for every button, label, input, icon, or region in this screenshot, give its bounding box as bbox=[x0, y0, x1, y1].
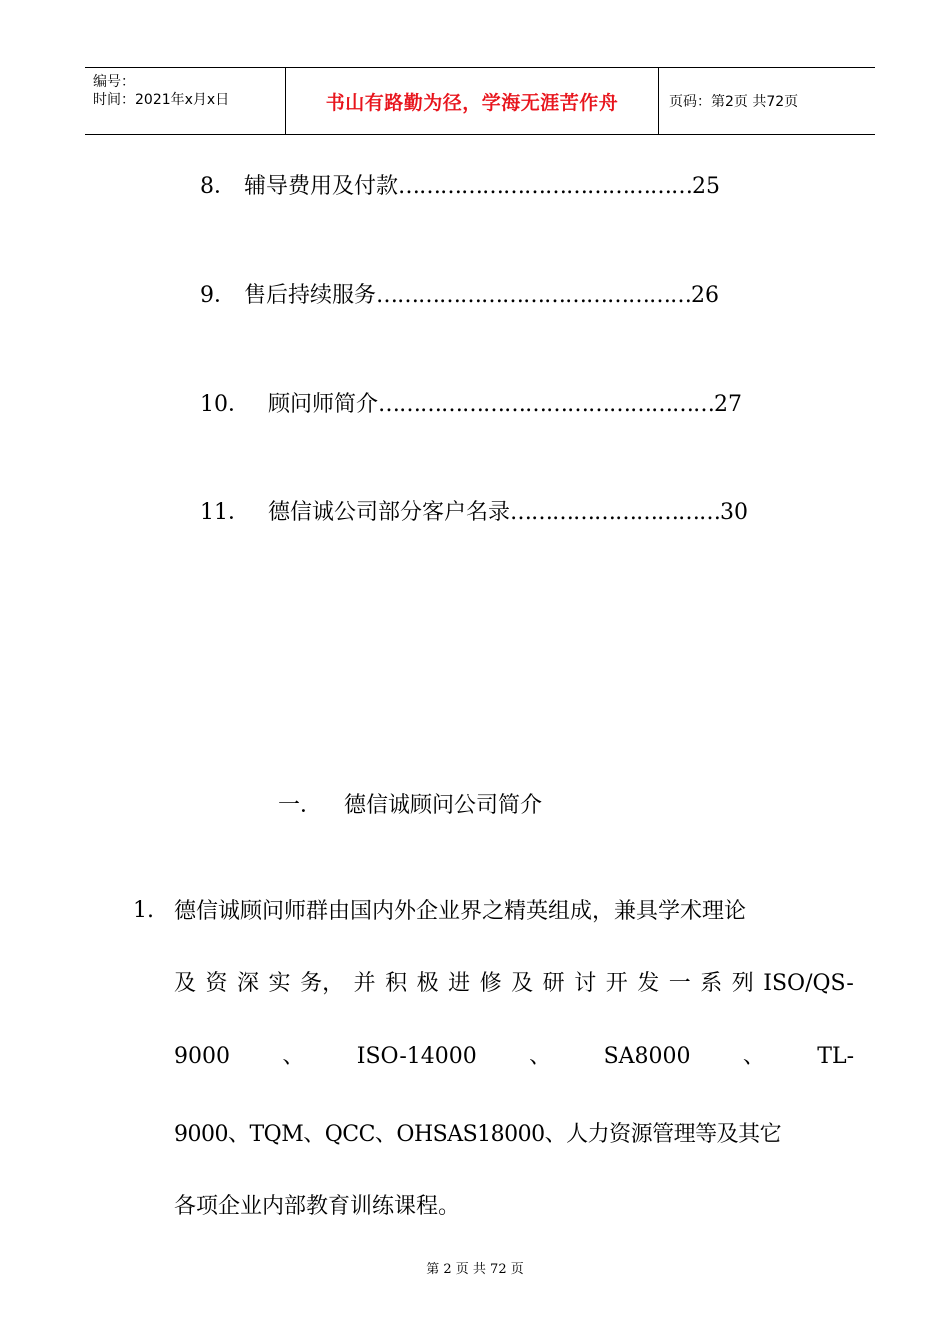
toc-item-leader: ………………………………………… bbox=[378, 392, 715, 417]
word: 讨 bbox=[574, 971, 597, 996]
time-label: 时间：2021年x月x日 bbox=[93, 92, 230, 108]
paragraph-number: 1. bbox=[133, 898, 154, 923]
paragraph-line-4: 9000、TQM、QCC、OHSAS18000、人力资源管理等及其它 bbox=[174, 1122, 782, 1147]
toc-item-leader: ………………………… bbox=[510, 500, 721, 525]
toc-item-leader: ……………………………………… bbox=[376, 283, 692, 308]
word: 、 bbox=[282, 1044, 305, 1069]
toc-item-title: 德信诚公司部分客户名录 bbox=[268, 500, 511, 525]
word: 及 bbox=[511, 971, 534, 996]
toc-item-number: 9． bbox=[200, 283, 236, 308]
word: 积 bbox=[385, 971, 408, 996]
paragraph-line-2 bbox=[174, 970, 854, 998]
word: 及 bbox=[174, 971, 197, 996]
word: 务， bbox=[300, 971, 345, 996]
word: 修 bbox=[479, 971, 502, 996]
section-heading bbox=[278, 788, 542, 819]
toc-item[interactable] bbox=[200, 282, 719, 310]
toc-item-leader: …………………………………… bbox=[398, 174, 693, 199]
page-footer: 第 2 页 共 72 页 bbox=[426, 1262, 524, 1277]
word: ISO-14000 bbox=[356, 1044, 477, 1069]
word: 实 bbox=[268, 971, 291, 996]
word: 深 bbox=[237, 971, 260, 996]
toc-item-title: 售后持续服务 bbox=[244, 283, 377, 308]
word: 极 bbox=[416, 971, 439, 996]
section-title: 德信诚顾问公司简介 bbox=[344, 793, 543, 818]
toc-item[interactable] bbox=[200, 391, 742, 419]
word: SA8000 bbox=[603, 1044, 691, 1069]
page-header bbox=[85, 67, 875, 135]
toc-item-page: 26 bbox=[691, 283, 720, 308]
header-meta bbox=[85, 68, 286, 134]
word: 开 bbox=[605, 971, 628, 996]
toc-item-number: 8． bbox=[200, 174, 236, 199]
word: 并 bbox=[353, 971, 376, 996]
toc-item-page: 27 bbox=[714, 392, 743, 417]
header-page-info: 页码：第2页 共72页 bbox=[669, 94, 799, 110]
paragraph-line-3 bbox=[174, 1043, 854, 1071]
toc-item-page: 30 bbox=[720, 500, 749, 525]
word: 发 bbox=[637, 971, 660, 996]
word: ISO/QS- bbox=[763, 971, 854, 996]
word: TL- bbox=[817, 1044, 854, 1069]
paragraph-line-5: 各项企业内部教育训练课程。 bbox=[174, 1194, 461, 1219]
number-label: 编号： bbox=[93, 74, 135, 90]
word: 9000 bbox=[174, 1044, 230, 1069]
word: 列 bbox=[731, 971, 754, 996]
paragraph-line-1: 德信诚顾问师群由国内外企业界之精英组成，兼具学术理论 bbox=[174, 899, 747, 924]
toc-item-title: 辅导费用及付款 bbox=[244, 174, 399, 199]
header-motto: 书山有路勤为径，学海无涯苦作舟 bbox=[286, 68, 659, 134]
word: 、 bbox=[742, 1044, 765, 1069]
section-number: 一． bbox=[278, 793, 323, 818]
toc-item-number: 10． bbox=[200, 392, 250, 417]
toc-item[interactable] bbox=[200, 173, 720, 201]
word: 资 bbox=[205, 971, 228, 996]
toc-item-number: 11． bbox=[200, 500, 250, 525]
toc-item-title: 顾问师简介 bbox=[268, 392, 379, 417]
word: 一 bbox=[668, 971, 691, 996]
word: 进 bbox=[448, 971, 471, 996]
toc-item-page: 25 bbox=[692, 174, 721, 199]
toc-item[interactable] bbox=[200, 499, 748, 527]
word: 、 bbox=[529, 1044, 552, 1069]
word: 研 bbox=[542, 971, 565, 996]
word: 系 bbox=[700, 971, 723, 996]
